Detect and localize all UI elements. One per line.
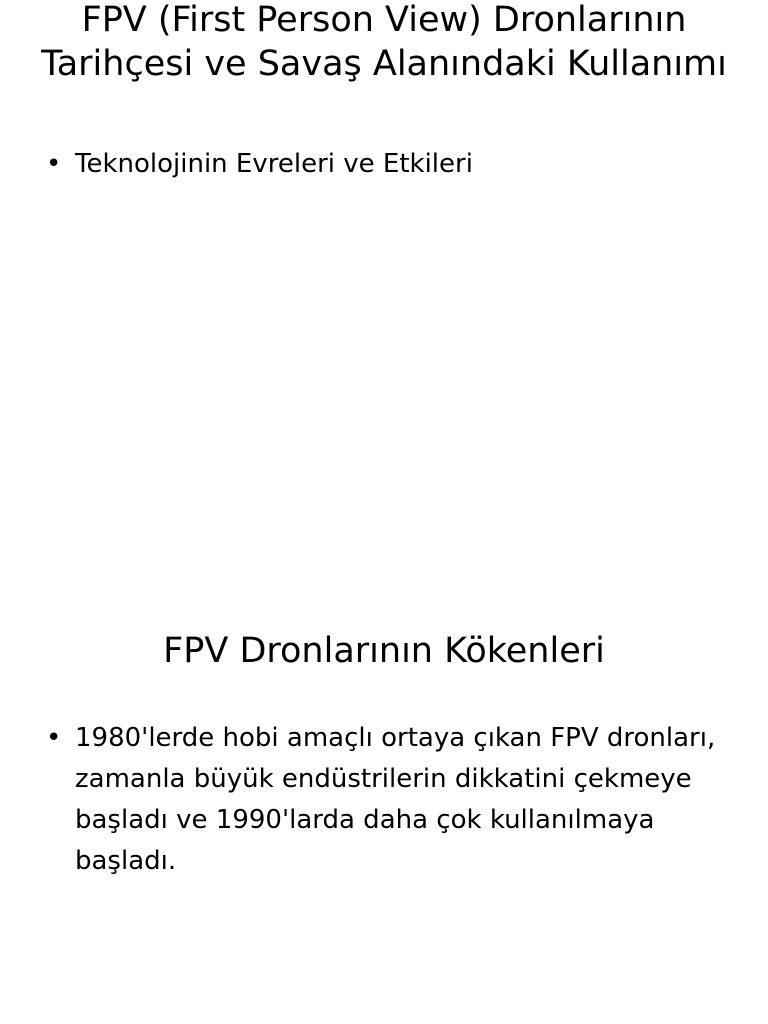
- slide-2-bullet-text: 1980'lerde hobi amaçlı ortaya çıkan FPV dronları, zamanla büyük endüstrilerin dikkatini çekmeye başladı ve 1990'larda daha çok kullanılmaya başladı.: [75, 723, 716, 876]
- slide-2: [0, 512, 768, 1024]
- slide-1-bullet-list: [38, 144, 730, 185]
- slide-1-bullet-item: [38, 144, 730, 185]
- slide-2-title: FPV Dronlarının Kökenleri: [163, 631, 605, 671]
- slide-1-title: FPV (First Person View) Dronlarının Tarihçesi ve Savaş Alanındaki Kullanımı: [41, 0, 727, 84]
- bullet-dot-icon: •: [46, 149, 62, 179]
- slide-2-bullet-item: [38, 718, 730, 882]
- bullet-dot-icon: •: [46, 723, 62, 753]
- slide-1-bullet-text: Teknolojinin Evreleri ve Etkileri: [75, 149, 473, 179]
- slide-2-bullet-list: [38, 718, 730, 882]
